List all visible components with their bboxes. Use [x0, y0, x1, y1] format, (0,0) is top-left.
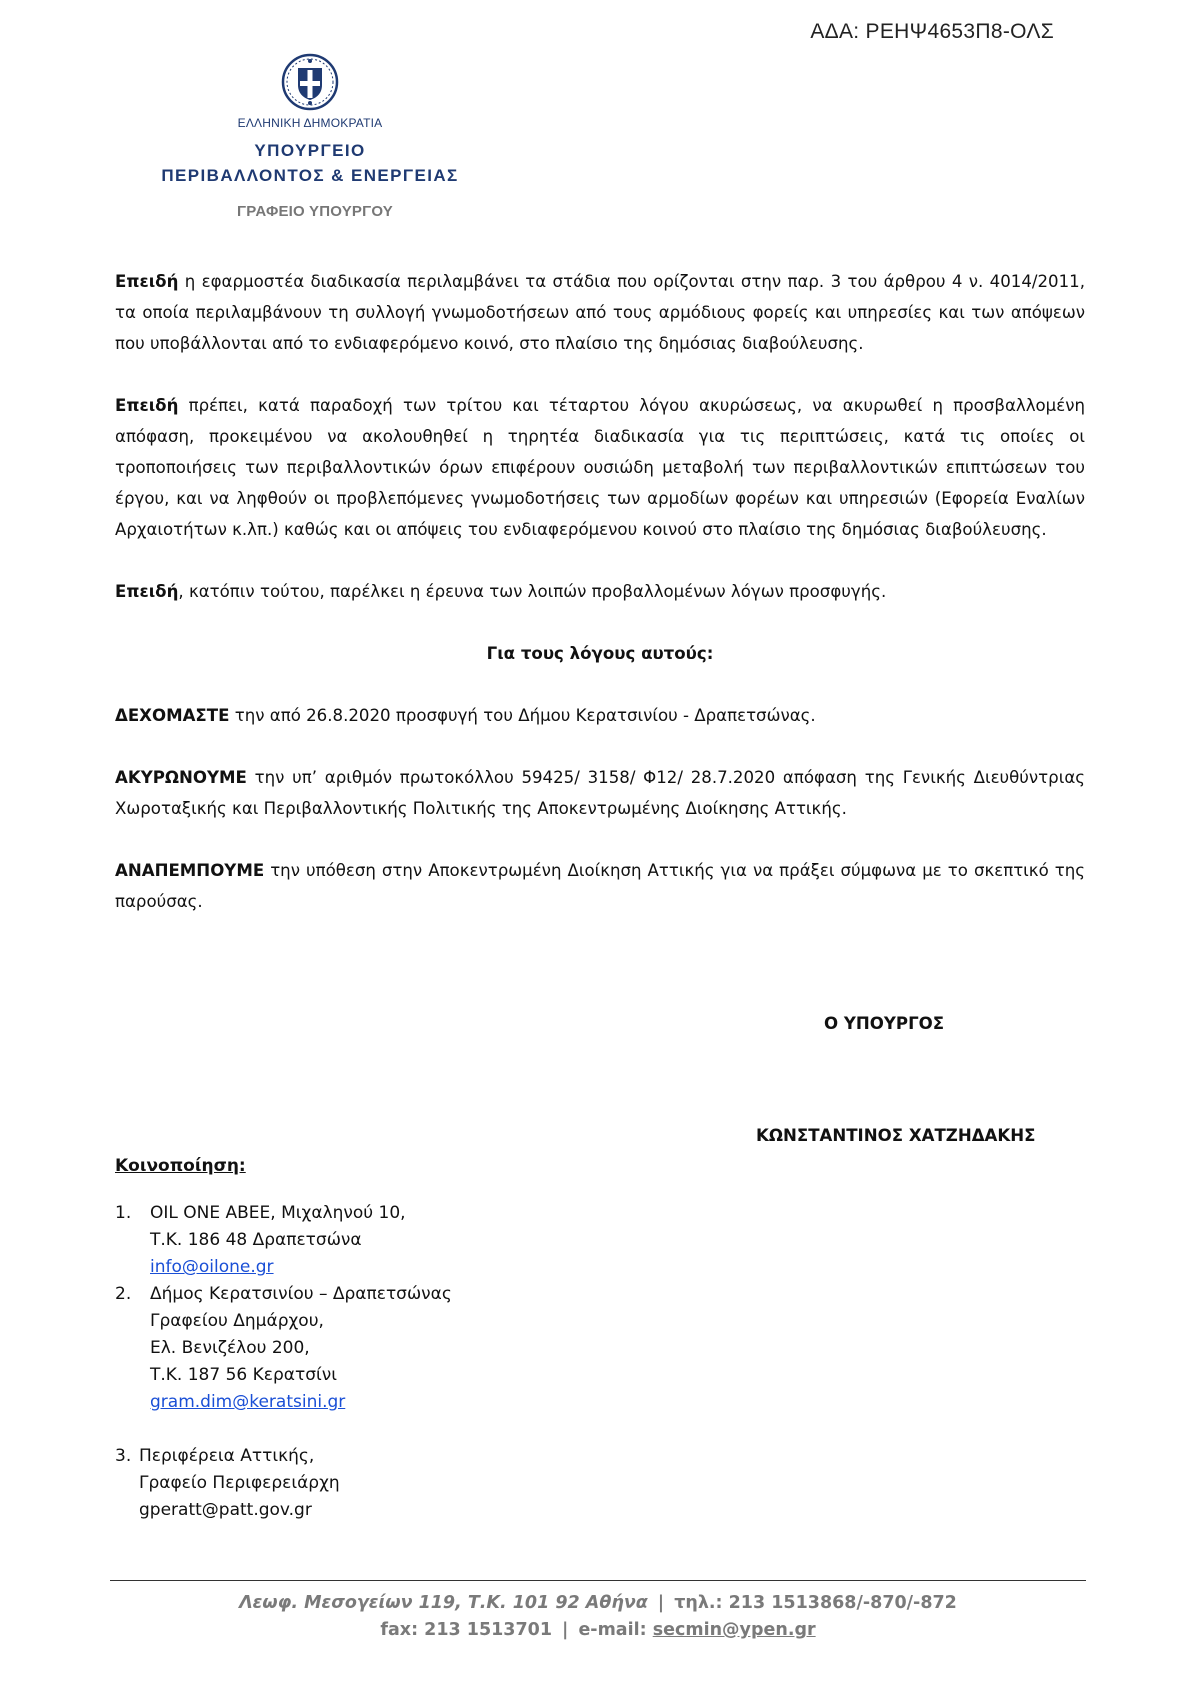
address-line: Τ.Κ. 187 56 Κερατσίνι — [150, 1365, 337, 1385]
decision-body — [115, 266, 1085, 948]
decision-verb: ΑΚΥΡΩΝΟΥΜΕ — [115, 768, 247, 787]
ministry-line-2: ΠΕΡΙΒΑΛΛΟΝΤΟΣ & ΕΝΕΡΓΕΙΑΣ — [161, 166, 459, 185]
decision-text: την υπ’ αριθμόν πρωτοκόλλου 59425/ 3158/ Φ12/ 28.7.2020 απόφαση της Γενικής Διευθύντριας Χωροταξικής και Περιβαλλοντικής Πολιτικής της Αποκεντρωμένης Διοίκησης Αττικής. — [115, 768, 1085, 818]
republic-label: ΕΛΛΗΝΙΚΗ ΔΗΜΟΚΡΑΤΙΑ — [237, 116, 383, 130]
recital-lead: Επειδή — [115, 272, 179, 291]
footer-separator: | — [657, 1593, 665, 1613]
decision-verb: ΔΕΧΟΜΑΣΤΕ — [115, 706, 230, 725]
office-label: ΓΡΑΦΕΙΟ ΥΠΟΥΡΓΟΥ — [237, 203, 393, 220]
decision-paragraph — [115, 700, 1085, 731]
recital-lead: Επειδή — [115, 396, 179, 415]
footer-fax: fax: 213 1513701 — [380, 1620, 553, 1640]
list-item-number: 2. — [115, 1284, 132, 1304]
list-item-number: 3. — [115, 1446, 132, 1466]
list-item — [115, 1281, 452, 1416]
list-item — [115, 1200, 452, 1281]
ministry-line-1: ΥΠΟΥΡΓΕΙΟ — [254, 141, 366, 160]
page-footer — [110, 1590, 1086, 1644]
list-item-content — [139, 1443, 340, 1524]
reasons-heading: Για τους λόγους αυτούς: — [486, 644, 714, 663]
decision-verb: ΑΝΑΠΕΜΠΟΥΜΕ — [115, 861, 265, 880]
list-item-number: 1. — [115, 1203, 132, 1223]
signature-title: Ο ΥΠΟΥΡΓΟΣ — [824, 1014, 945, 1033]
recital-paragraph — [115, 266, 1085, 359]
footer-divider — [110, 1580, 1086, 1581]
list-item — [115, 1443, 452, 1524]
address-line: Τ.Κ. 186 48 Δραπετσώνα — [150, 1230, 362, 1250]
address-line: Δήμος Κερατσινίου – Δραπετσώνας — [150, 1284, 452, 1304]
footer-separator: | — [562, 1620, 569, 1640]
recital-text: , κατόπιν τούτου, παρέλκει η έρευνα των λοιπών προβαλλομένων λόγων προσφυγής. — [178, 582, 887, 601]
decision-text: την υπόθεση στην Αποκεντρωμένη Διοίκηση Αττικής για να πράξει σύμφωνα με το σκεπτικό της παρούσας. — [115, 861, 1085, 911]
decision-paragraph — [115, 762, 1085, 824]
address-line: OIL ONE ABEE, Μιχαληνού 10, — [150, 1203, 406, 1223]
footer-address: Λεωφ. Μεσογείων 119, Τ.Κ. 101 92 Αθήνα — [239, 1593, 648, 1613]
recital-text: πρέπει, κατά παραδοχή των τρίτου και τέταρτου λόγου ακυρώσεως, να ακυρωθεί η προσβαλλομένη απόφαση, προκειμένου να ακολουθηθεί η τηρητέα διαδικασία για τις περιπτώσεις, κατά τις οποίες οι τροποποιήσεις των περιβαλλοντικών όρων επιφέρουν ουσιώδη μεταβολή των περιβαλλοντικών επιπτώσεων του έργου, και να ληφθούν οι προβλεπόμενες γνωμοδοτήσεις των αρμοδίων φορέων και υπηρεσιών (Εφορεία Εναλίων Αρχαιοτήτων κ.λπ.) καθώς και οι απόψεις του ενδιαφερόμενου κοινού στο πλαίσιο της δημόσιας διαβούλευσης. — [115, 396, 1085, 539]
recipients-list — [115, 1200, 452, 1524]
footer-line-1 — [110, 1590, 1086, 1617]
email-link[interactable]: gram.dim@keratsini.gr — [150, 1392, 346, 1412]
ministry-header — [130, 52, 490, 220]
address-line: Ελ. Βενιζέλου 200, — [150, 1338, 310, 1358]
notification-heading: Κοινοποίηση: — [115, 1156, 246, 1176]
greek-coat-of-arms-icon — [280, 52, 340, 112]
recital-text: η εφαρμοστέα διαδικασία περιλαμβάνει τα στάδια που ορίζονται στην παρ. 3 του άρθρου 4 ν. 4014/2011, τα οποία περιλαμβάνουν τη συλλογή γνωμοδοτήσεων από τους αρμόδιους φορείς και υπηρεσίες και των απόψεων που υποβάλλονται από το ενδιαφερόμενο κοινό, στο πλαίσιο της δημόσιας διαβούλευσης. — [115, 272, 1085, 353]
list-item-content — [150, 1281, 452, 1416]
recital-lead: Επειδή — [115, 582, 179, 601]
ada-code: ΑΔΑ: ΡΕΗΨ4653Π8-ΟΛΣ — [810, 20, 1054, 43]
address-line: gperatt@patt.gov.gr — [139, 1500, 312, 1520]
signature-name: ΚΩΝΣΤΑΝΤΙΝΟΣ ΧΑΤΖΗΔΑΚΗΣ — [756, 1126, 1036, 1145]
address-line: Γραφείο Περιφερειάρχη — [139, 1473, 340, 1493]
ministry-name — [130, 138, 490, 188]
footer-email-link[interactable]: secmin@ypen.gr — [652, 1620, 816, 1640]
address-line: Γραφείου Δημάρχου, — [150, 1311, 324, 1331]
list-item-content — [150, 1200, 406, 1281]
address-line: Περιφέρεια Αττικής, — [139, 1446, 315, 1466]
decision-paragraph — [115, 855, 1085, 917]
footer-email-label: e-mail: — [578, 1620, 653, 1640]
decision-text: την από 26.8.2020 προσφυγή του Δήμου Κερατσινίου - Δραπετσώνας. — [229, 706, 816, 725]
recital-paragraph — [115, 576, 1085, 607]
recital-paragraph — [115, 390, 1085, 545]
email-link[interactable]: info@oilone.gr — [150, 1257, 274, 1277]
footer-line-2 — [110, 1617, 1086, 1644]
footer-phone: τηλ.: 213 1513868/-870/-872 — [674, 1593, 957, 1613]
